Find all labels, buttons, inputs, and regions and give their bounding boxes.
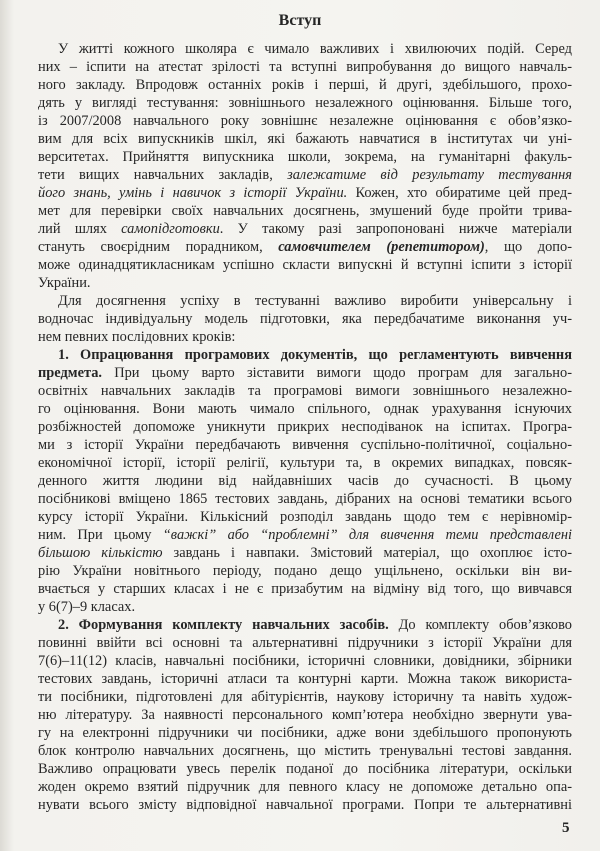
text-segment: блок контролю навчальних досягнень, що містить тренувальні тестові завдання. bbox=[38, 743, 572, 759]
text-segment: У житті кожного школяра є чимало важливих і хвилюючих подій. Серед bbox=[58, 41, 572, 57]
text-line bbox=[38, 58, 572, 76]
text-line bbox=[38, 184, 572, 202]
text-segment: 7(6)–11(12) класів, навчальні посібники, історичні словники, довідники, збірники bbox=[38, 653, 572, 669]
text-line bbox=[38, 688, 572, 706]
text-line bbox=[38, 490, 572, 508]
body-text bbox=[38, 40, 572, 814]
emphasis-text: залежатиме від результату тестування bbox=[287, 167, 572, 183]
text-segment: денного життя людини від найдавніших часів до сучасності. В цьому bbox=[38, 473, 572, 489]
text-line bbox=[38, 112, 572, 130]
text-segment: може одинадцятикласникам успішно скласти випускні й вступні іспити з історії bbox=[38, 257, 572, 273]
text-segment: вчається у старших класах і не є призабутим на відміну від того, що вивчався bbox=[38, 581, 572, 597]
text-line bbox=[38, 598, 572, 616]
text-segment: мет для перевірки своїх навчальних досягнень, змушений буде пройти трива- bbox=[38, 203, 572, 219]
emphasis-text: самовчителем (репетитором) bbox=[278, 239, 485, 255]
text-segment: вим для всіх випускників шкіл, які бажають навчатися в інститутах чи уні- bbox=[38, 131, 572, 147]
text-segment: курсу історії України. Кількісний розподіл завдань щодо тем є нерівномір- bbox=[38, 509, 572, 525]
text-line bbox=[38, 274, 572, 292]
emphasis-text: самопідготовки bbox=[121, 221, 220, 237]
text-segment: нем певних послідовних кроків: bbox=[38, 329, 236, 345]
text-segment: повинні ввійти всі основні та альтернативні підручники з історії України для bbox=[38, 635, 572, 651]
emphasis-text: більшою кількістю bbox=[38, 545, 163, 561]
text-segment: , що допо- bbox=[484, 239, 572, 255]
text-segment: При цьому варто зіставити вимоги щодо програм для загально- bbox=[102, 365, 572, 381]
text-line bbox=[38, 238, 572, 256]
text-line bbox=[38, 508, 572, 526]
text-segment: ми з історії України передбачають вивчення суспільно-політичної, соціально- bbox=[38, 437, 572, 453]
text-segment: Кожен, хто обиратиме цей пред- bbox=[347, 185, 572, 201]
text-line bbox=[38, 40, 572, 58]
emphasis-text: його знань, умінь і навичок з історії України. bbox=[38, 185, 348, 201]
text-line bbox=[38, 436, 572, 454]
text-segment: тети вищих навчальних закладів, bbox=[38, 167, 288, 183]
text-segment: рію України новітнього періоду, подано дещо ущільнено, оскільки він ви- bbox=[38, 563, 572, 579]
page-number: 5 bbox=[562, 820, 570, 836]
text-line bbox=[38, 760, 572, 778]
bold-text: 2. Формування комплекту навчальних засобів. bbox=[58, 617, 389, 633]
text-line bbox=[38, 544, 572, 562]
text-segment: посібникові вміщено 1865 тестових завдань, дібраних на основі тематики всього bbox=[38, 491, 572, 507]
text-segment: водночас індивідуальну модель підготовки, яка передбачатиме виконання уч- bbox=[38, 311, 572, 327]
text-line bbox=[38, 220, 572, 238]
text-segment: тестових завдань, історичні атласи та контурні карти. Можна також використа- bbox=[38, 671, 572, 687]
text-line bbox=[38, 724, 572, 742]
text-line bbox=[38, 166, 572, 184]
text-segment: розбіжностей допоможе уникнути прикрих несподіванок на іспитах. Програ- bbox=[38, 419, 572, 435]
text-segment: них – іспити на атестат зрілості та вступні випробування до вищого навчаль- bbox=[38, 59, 572, 75]
text-line bbox=[38, 418, 572, 436]
text-segment: економічної історії, історії релігії, культури та, в окремих випадках, повсяк- bbox=[38, 455, 572, 471]
text-line bbox=[38, 148, 572, 166]
text-line bbox=[38, 310, 572, 328]
text-line bbox=[38, 526, 572, 544]
text-segment: України. bbox=[38, 275, 91, 291]
text-segment: Для досягнення успіху в тестуванні важливо виробити універсальну і bbox=[58, 293, 572, 309]
text-line bbox=[38, 472, 572, 490]
text-segment: ним. При цьому bbox=[38, 527, 163, 543]
text-segment: стануть своєрідним порадником, bbox=[38, 239, 279, 255]
text-segment: освітніх навчальних закладів та програмові вимоги зовнішнього незалежно- bbox=[38, 383, 572, 399]
text-segment: лий шлях bbox=[38, 221, 122, 237]
text-line bbox=[38, 742, 572, 760]
text-segment: жоден окремо взятий підручник для певного класу не допоможе детально опа- bbox=[38, 779, 572, 795]
text-line bbox=[38, 346, 572, 364]
text-line bbox=[38, 202, 572, 220]
text-segment: гу на електронні підручники чи посібники, адже вони здебільшого пропонують bbox=[38, 725, 572, 741]
text-line bbox=[38, 382, 572, 400]
text-segment: ти посібники, підготовлені для абітурієнтів, наукову історичну та навіть худож- bbox=[38, 689, 572, 705]
text-line bbox=[38, 292, 572, 310]
text-segment: ню літературу. За наявності персонального комп’ютера необхідно звернути ува- bbox=[38, 707, 572, 723]
text-segment: верситетах. Прийняття випускника школи, зокрема, на гуманітарні факуль- bbox=[38, 149, 572, 165]
text-line bbox=[38, 364, 572, 382]
text-line bbox=[38, 400, 572, 418]
text-segment: у 6(7)–9 класах. bbox=[38, 599, 136, 615]
emphasis-text: “важкі” або “проблемні” для вивчення теми представлені bbox=[162, 527, 572, 543]
text-line bbox=[38, 94, 572, 112]
text-line bbox=[38, 706, 572, 724]
text-line bbox=[38, 796, 572, 814]
text-line bbox=[38, 580, 572, 598]
text-segment: ного закладу. Впродовж останніх років і перші, й другі, здебільшого, прохо- bbox=[38, 77, 572, 93]
text-line bbox=[38, 634, 572, 652]
text-line bbox=[38, 670, 572, 688]
text-segment: із 2007/2008 навчального року зовнішнє незалежне оцінювання є обов’язко- bbox=[38, 113, 572, 129]
text-line bbox=[38, 328, 572, 346]
text-segment: дять у вигляді тестування: зовнішнього незалежного оцінювання. Більше того, bbox=[38, 95, 572, 111]
text-line bbox=[38, 652, 572, 670]
bold-text: 1. Опрацювання програмових документів, що регламентують вивчення bbox=[58, 347, 572, 363]
text-line bbox=[38, 130, 572, 148]
bold-text: предмета. bbox=[38, 365, 102, 381]
text-line bbox=[38, 454, 572, 472]
text-line bbox=[38, 616, 572, 634]
text-segment: нувати всього змісту відповідної навчальної програми. Попри те альтернативні bbox=[38, 797, 572, 813]
text-line bbox=[38, 256, 572, 274]
text-line bbox=[38, 778, 572, 796]
text-segment: го оцінювання. Вони мають чимало спільного, однак урахування існуючих bbox=[38, 401, 572, 417]
text-segment: До комплекту обов’язково bbox=[388, 617, 572, 633]
text-segment: . У такому разі запропоновані нижче матеріали bbox=[219, 221, 572, 237]
text-line bbox=[38, 562, 572, 580]
text-segment: завдань і навпаки. Змістовий матеріал, що охоплює істо- bbox=[162, 545, 572, 561]
text-segment: Важливо опрацювати увесь перелік поданої до посібника літератури, оскільки bbox=[38, 761, 572, 777]
text-line bbox=[38, 76, 572, 94]
page-title: Вступ bbox=[278, 12, 322, 29]
